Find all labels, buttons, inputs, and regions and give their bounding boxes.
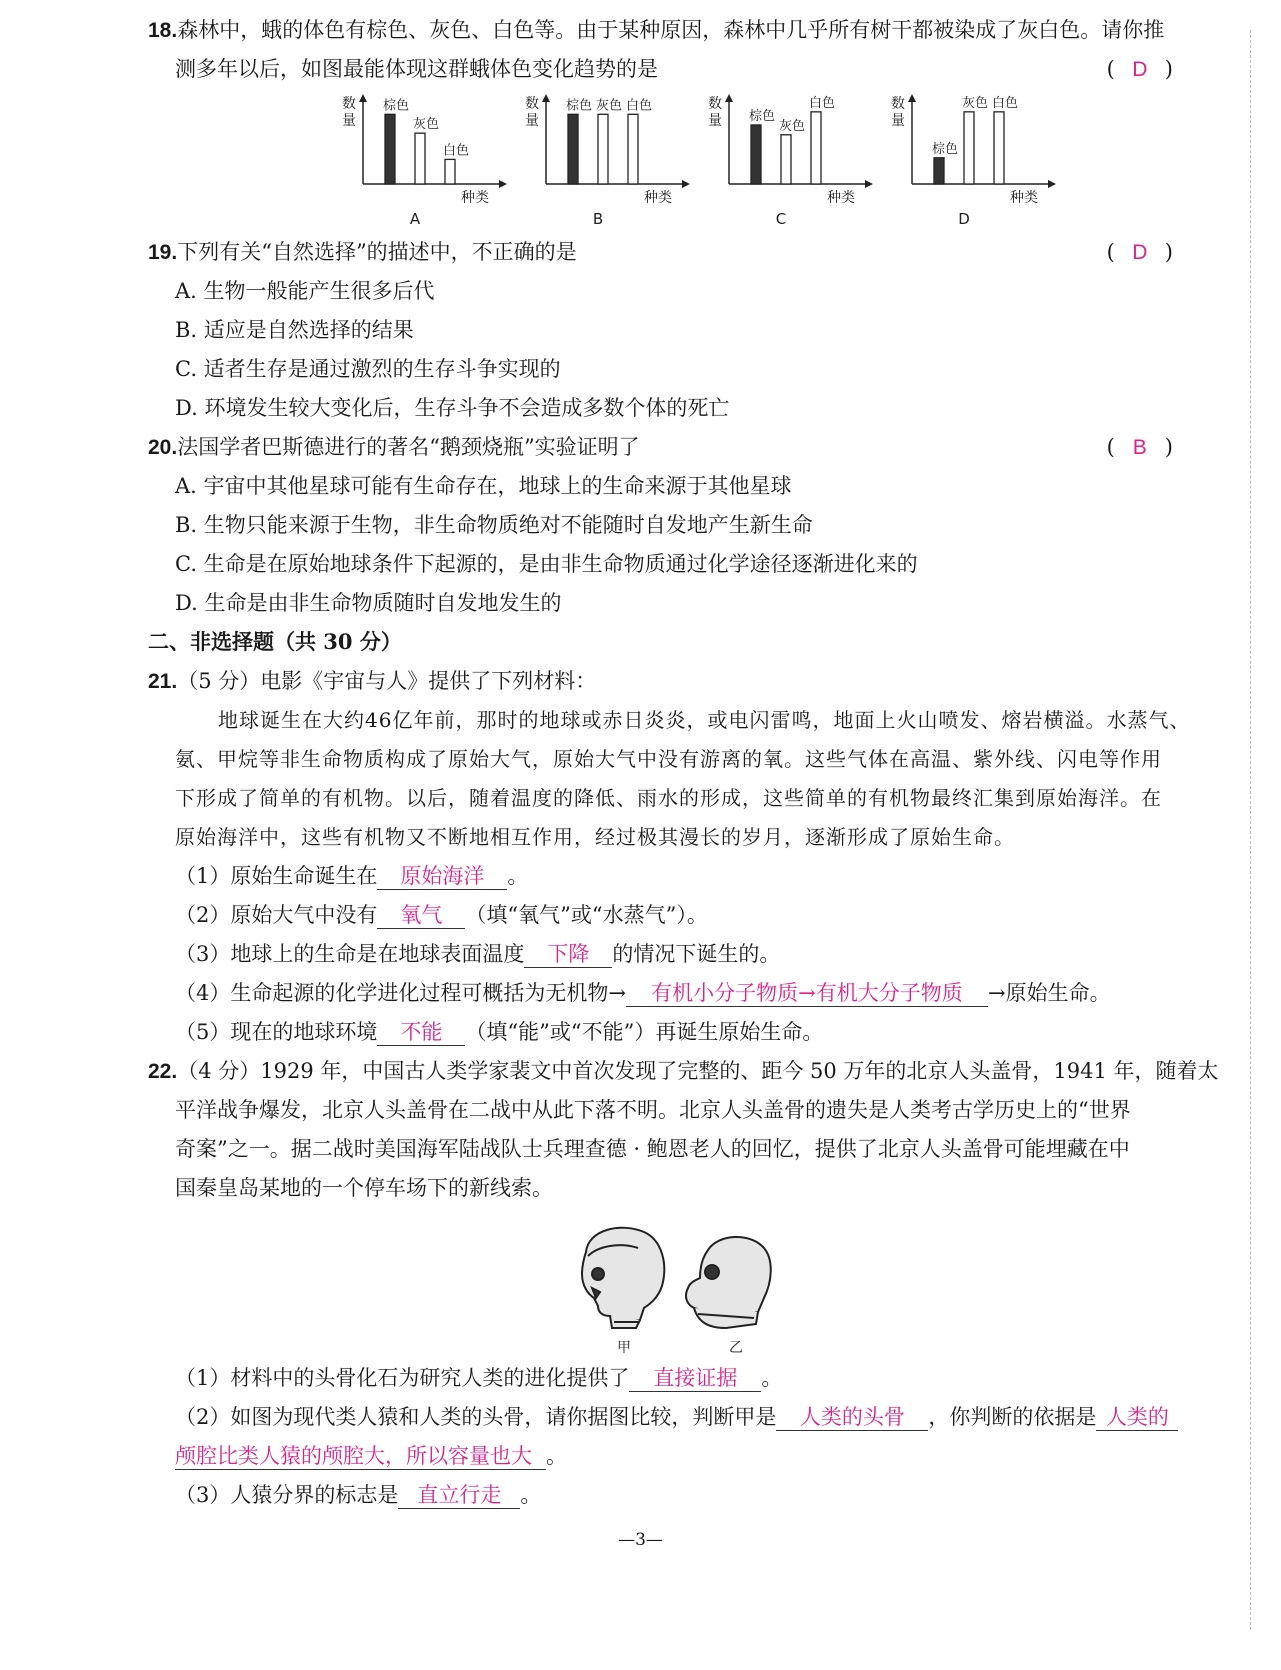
- bar-棕色: [568, 114, 578, 184]
- page-number: —3—: [618, 1530, 663, 1550]
- x-axis-label: 种类: [644, 190, 672, 206]
- q22-sub2: [175, 1403, 1178, 1431]
- q20-answer: B: [1132, 436, 1147, 459]
- q21-sub2: [175, 901, 708, 929]
- q20-option-a: A. 宇宙中其他星球可能有生命存在，地球上的生命来源于其他星球: [175, 474, 792, 498]
- y-axis-label: 数: [342, 96, 356, 112]
- chart-D: [891, 94, 1056, 228]
- q21-sub3-text: （3）地球上的生命是在地球表面温度: [175, 942, 525, 966]
- q22-sub2-text: （2）如图为现代类人猿和人类的头骨，请你据图比较，判断甲是: [175, 1405, 777, 1429]
- bar-棕色: [751, 125, 761, 184]
- q21-sub5: [175, 1018, 823, 1046]
- x-axis-arrow: [499, 180, 507, 188]
- q19-option-b: B. 适应是自然选择的结果: [175, 318, 414, 342]
- human-skull: [582, 1228, 664, 1328]
- q18-text1: 森林中，蛾的体色有棕色、灰色、白色等。由于某种原因，森林中几乎所有树干都被染成了灰白色。请你推: [177, 18, 1165, 42]
- q22-number: 22.: [148, 1060, 178, 1083]
- skull-label-jia: 甲: [617, 1340, 631, 1356]
- q20-stem-line: [148, 433, 640, 462]
- q21-sub1-text: （1）原始生命诞生在: [175, 864, 378, 888]
- y-axis-arrow: [359, 94, 367, 102]
- bar-灰色: [598, 114, 608, 184]
- q22-sub3-answer: 直立行走: [398, 1482, 520, 1509]
- q22-line4: 国秦皇岛某地的一个停车场下的新线索。: [175, 1176, 553, 1200]
- chart-option-label: B: [592, 210, 604, 228]
- q18-number: 18.: [148, 19, 178, 42]
- x-axis-label: 种类: [827, 190, 855, 206]
- skull-figure: [558, 1212, 798, 1362]
- q18-line1: [148, 16, 1164, 45]
- q22-sub2-mid: ，你判断的依据是: [928, 1405, 1097, 1429]
- q20-option-c: C. 生命是在原始地球条件下起源的，是由非生命物质通过化学途径逐渐进化来的: [175, 552, 918, 576]
- q21-material-line4: 原始海洋中，这些有机物又不断地相互作用，经过极其漫长的岁月，逐渐形成了原始生命。: [175, 825, 1015, 849]
- q22-sub1-post: 。: [761, 1366, 783, 1390]
- q19-number: 19.: [148, 241, 178, 264]
- q21-number: 21.: [148, 670, 178, 693]
- q22-sub2-answer2-part1: 人类的: [1096, 1404, 1178, 1431]
- q21-material-line2: 氨、甲烷等非生命物质构成了原始大气，原始大气中没有游离的氧。这些气体在高温、紫外线、闪电等作用: [175, 747, 1162, 771]
- q22-sub3: [175, 1481, 541, 1509]
- q20-option-b: B. 生物只能来源于生物，非生命物质绝对不能随时自发地产生新生命: [175, 513, 813, 537]
- q22-line1: [148, 1057, 1219, 1086]
- q21-sub4: [175, 979, 1111, 1007]
- q22-text1: （4 分）1929 年，中国古人类学家裴文中首次发现了完整的、距今 50 万年的北京人头盖骨，1941 年，随着太: [177, 1059, 1219, 1083]
- y-axis-arrow: [908, 94, 916, 102]
- bar-白色: [628, 114, 638, 184]
- q21-sub1: [175, 862, 528, 890]
- q22-sub1-text: （1）材料中的头骨化石为研究人类的进化提供了: [175, 1366, 630, 1390]
- q19-stem: 下列有关“自然选择”的描述中，不正确的是: [177, 240, 577, 264]
- q22-sub2-post: 。: [546, 1444, 567, 1468]
- y-axis-label: 数: [525, 96, 539, 112]
- y-axis-label: 量: [525, 113, 539, 129]
- y-axis-arrow: [542, 94, 550, 102]
- q20-option-d: D. 生命是由非生命物质随时自发地发生的: [175, 591, 562, 615]
- q21-sub5-answer: 不能: [377, 1019, 465, 1046]
- q21-sub4-text: （4）生命起源的化学进化过程可概括为无机物→: [175, 981, 626, 1005]
- bar-label: 棕色: [931, 141, 959, 157]
- chart-option-label: D: [958, 210, 970, 228]
- bar-label: 灰色: [961, 95, 989, 111]
- x-axis-arrow: [682, 180, 690, 188]
- q19-option-d: D. 环境发生较大变化后，生存斗争不会造成多数个体的死亡: [175, 396, 730, 420]
- bar-灰色: [781, 135, 791, 184]
- q21-sub2-post: （填“氧气”或“水蒸气”）。: [465, 903, 708, 927]
- q22-sub3-post: 。: [520, 1483, 542, 1507]
- q21-sub5-post: （填“能”或“不能”）再诞生原始生命。: [465, 1020, 824, 1044]
- q21-stem-line: [148, 667, 596, 696]
- q19-answer: D: [1132, 241, 1148, 264]
- q18-bar-charts: [342, 92, 1065, 232]
- y-axis-arrow: [725, 94, 733, 102]
- x-axis-arrow: [1048, 180, 1056, 188]
- q20-answer-parens: ( B ): [1107, 433, 1173, 462]
- bar-白色: [811, 112, 821, 184]
- q21-sub5-text: （5）现在的地球环境: [175, 1020, 378, 1044]
- q18-answer: D: [1132, 58, 1148, 81]
- y-axis-label: 量: [342, 113, 356, 129]
- q20-stem: 法国学者巴斯德进行的著名“鹅颈烧瓶”实验证明了: [177, 435, 640, 459]
- q22-sub3-text: （3）人猿分界的标志是: [175, 1483, 399, 1507]
- q22-line3: 奇案”之一。据二战时美国海军陆战队士兵理查德 · 鲍恩老人的回忆，提供了北京人头盖骨可能埋藏在中: [175, 1137, 1130, 1161]
- y-axis-label: 数: [891, 96, 905, 112]
- ape-skull: [686, 1237, 771, 1328]
- section-title: 二、非选择题（共 30 分）: [148, 629, 402, 654]
- bar-label: 灰色: [412, 117, 440, 133]
- q21-sub3-answer: 下降: [524, 941, 612, 968]
- q22-sub2-answer1: 人类的头骨: [776, 1404, 928, 1431]
- q22-sub1: [175, 1364, 782, 1392]
- chart-B: [525, 94, 690, 228]
- q22-sub1-answer: 直接证据: [629, 1365, 761, 1392]
- q22-line2: 平洋战争爆发，北京人头盖骨在二战中从此下落不明。北京人头盖骨的遗失是人类考古学历史上的“世界: [175, 1098, 1131, 1122]
- q19-option-a: A. 生物一般能产生很多后代: [175, 279, 435, 303]
- bar-label: 灰色: [595, 98, 623, 114]
- skull-label-yi: 乙: [729, 1340, 743, 1356]
- q18-line2: 测多年以后，如图最能体现这群蛾体色变化趋势的是: [175, 57, 658, 81]
- q21-sub1-answer: 原始海洋: [377, 863, 507, 890]
- bar-灰色: [964, 112, 974, 184]
- y-axis-label: 量: [708, 113, 722, 129]
- bar-棕色: [385, 114, 395, 184]
- q21-sub4-post: →原始生命。: [987, 981, 1111, 1005]
- bar-label: 白色: [625, 98, 653, 114]
- q22-sub2-cont: [175, 1442, 567, 1470]
- q21-sub3: [175, 940, 780, 968]
- bar-棕色: [934, 158, 944, 184]
- bar-label: 白色: [991, 95, 1019, 111]
- q21-sub2-text: （2）原始大气中没有: [175, 903, 378, 927]
- bar-label: 棕色: [382, 98, 410, 114]
- bar-白色: [994, 112, 1004, 184]
- q18-answer-parens: ( D ): [1107, 55, 1173, 84]
- bar-白色: [445, 159, 455, 184]
- x-axis-label: 种类: [1010, 190, 1038, 206]
- q21-sub1-post: 。: [507, 864, 529, 888]
- q21-stem: （5 分）电影《宇宙与人》提供了下列材料：: [177, 669, 597, 693]
- bar-label: 灰色: [778, 118, 806, 134]
- bar-label: 棕色: [565, 98, 593, 114]
- bar-label: 白色: [442, 143, 470, 159]
- q19-option-c: C. 适者生存是通过激烈的生存斗争实现的: [175, 357, 561, 381]
- x-axis-label: 种类: [461, 190, 489, 206]
- q21-material-line3: 下形成了简单的有机物。以后，随着温度的降低、雨水的形成，这些简单的有机物最终汇集到原始海洋。在: [175, 786, 1162, 810]
- q19-stem-line: [148, 238, 577, 267]
- chart-C: [708, 94, 873, 228]
- q20-number: 20.: [148, 436, 178, 459]
- bar-label: 白色: [808, 95, 836, 111]
- bar-label: 棕色: [748, 108, 776, 124]
- x-axis-arrow: [865, 180, 873, 188]
- q21-material-line1: 地球诞生在大约46亿年前，那时的地球或赤日炎炎，或电闪雷鸣，地面上火山喷发、熔岩横溢。水蒸气、: [218, 708, 1191, 732]
- y-axis-label: 数: [708, 96, 722, 112]
- bar-灰色: [415, 133, 425, 184]
- chart-option-label: A: [409, 210, 421, 228]
- q21-sub4-answer: 有机小分子物质→有机大分子物质: [626, 980, 988, 1007]
- chart-option-label: C: [775, 210, 787, 228]
- q21-sub2-answer: 氧气: [377, 902, 465, 929]
- q22-sub2-answer2-part2: 颅腔比类人猿的颅腔大，所以容量也大: [175, 1443, 546, 1470]
- q19-answer-parens: ( D ): [1107, 238, 1173, 267]
- y-axis-label: 量: [891, 113, 905, 129]
- margin-rule: [1250, 30, 1251, 1630]
- q21-sub3-post: 的情况下诞生的。: [612, 942, 781, 966]
- chart-A: [342, 94, 507, 228]
